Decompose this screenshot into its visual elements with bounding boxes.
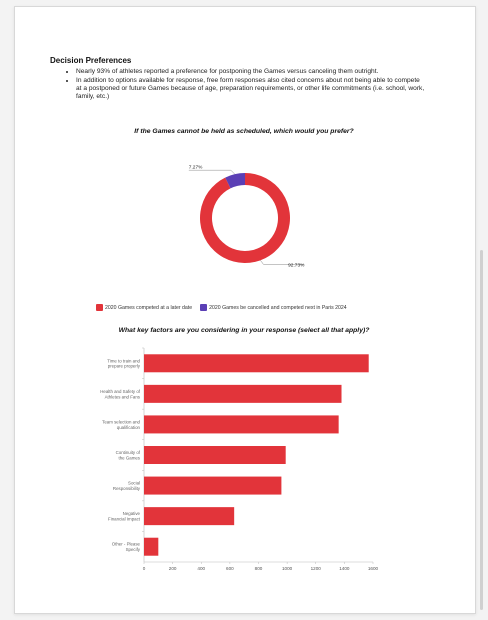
category-label-line: Social xyxy=(128,480,140,486)
category-label-line: the Games xyxy=(118,455,140,461)
category-label xyxy=(107,358,141,368)
legend-label: 2020 Games competed at a later date xyxy=(105,304,193,311)
category-label-line: Athletes and Fans xyxy=(104,394,140,400)
bullet-item: • Nearly 93% of athletes reported a preference for postponing the Games versus canceling them outright. xyxy=(76,68,426,76)
x-tick-label: 600 xyxy=(226,566,234,571)
x-tick-label: 1200 xyxy=(310,566,321,571)
category-label-line: Negative xyxy=(122,511,140,517)
section-title: Decision Preferences xyxy=(50,56,132,65)
leader-line xyxy=(189,170,235,174)
category-label-line: prepare properly xyxy=(107,363,140,369)
x-tick-label: 1400 xyxy=(339,566,350,571)
category-label-line: Financial Impact xyxy=(108,516,140,522)
donut-slice xyxy=(200,173,290,263)
category-label xyxy=(100,389,141,399)
category-label-line: Health and Safety of xyxy=(100,388,140,394)
x-tick-label: 200 xyxy=(168,566,177,571)
category-label xyxy=(116,450,141,460)
category-label xyxy=(112,542,141,552)
category-label xyxy=(102,419,140,429)
x-tick-label: 1600 xyxy=(367,566,379,571)
x-tick-label: 1000 xyxy=(282,566,293,571)
bar-chart-title: What key factors are you considering in your response (select all that apply)? xyxy=(118,327,370,334)
legend-label: 2020 Games be cancelled and competed next in Paris 2024 xyxy=(209,304,347,311)
bar xyxy=(144,385,342,403)
category-label-line: Team selection and xyxy=(102,419,140,425)
x-tick-label: 800 xyxy=(254,566,263,571)
slice-label: 92.73% xyxy=(288,263,305,269)
category-label-line: Responsibility xyxy=(112,485,140,491)
bar xyxy=(144,446,286,464)
category-label xyxy=(113,481,141,491)
category-label-line: Specify xyxy=(125,547,140,553)
bullet-item: • In addition to options available for response, free form responses also cited concerns about not being able to compete at a postponed or future Games because of age, preparation requirements, or other life commitments (i.e. school, work, family, etc.) xyxy=(76,77,426,101)
category-label-line: Time to train and xyxy=(107,358,140,364)
bar xyxy=(144,415,339,433)
category-label-line: qualification xyxy=(116,424,140,430)
slice-label: 7.27% xyxy=(188,165,203,171)
category-label-line: Other - Please xyxy=(111,541,140,547)
x-tick-label: 400 xyxy=(197,566,206,571)
bar xyxy=(144,354,369,372)
bar xyxy=(144,538,158,556)
pie-chart-title: If the Games cannot be held as scheduled, which would you prefer? xyxy=(134,128,354,135)
category-label xyxy=(108,511,141,521)
bar xyxy=(144,507,234,525)
category-label-line: Continuity of xyxy=(115,450,140,455)
x-tick-label: 0 xyxy=(142,566,146,571)
bar xyxy=(144,477,281,495)
